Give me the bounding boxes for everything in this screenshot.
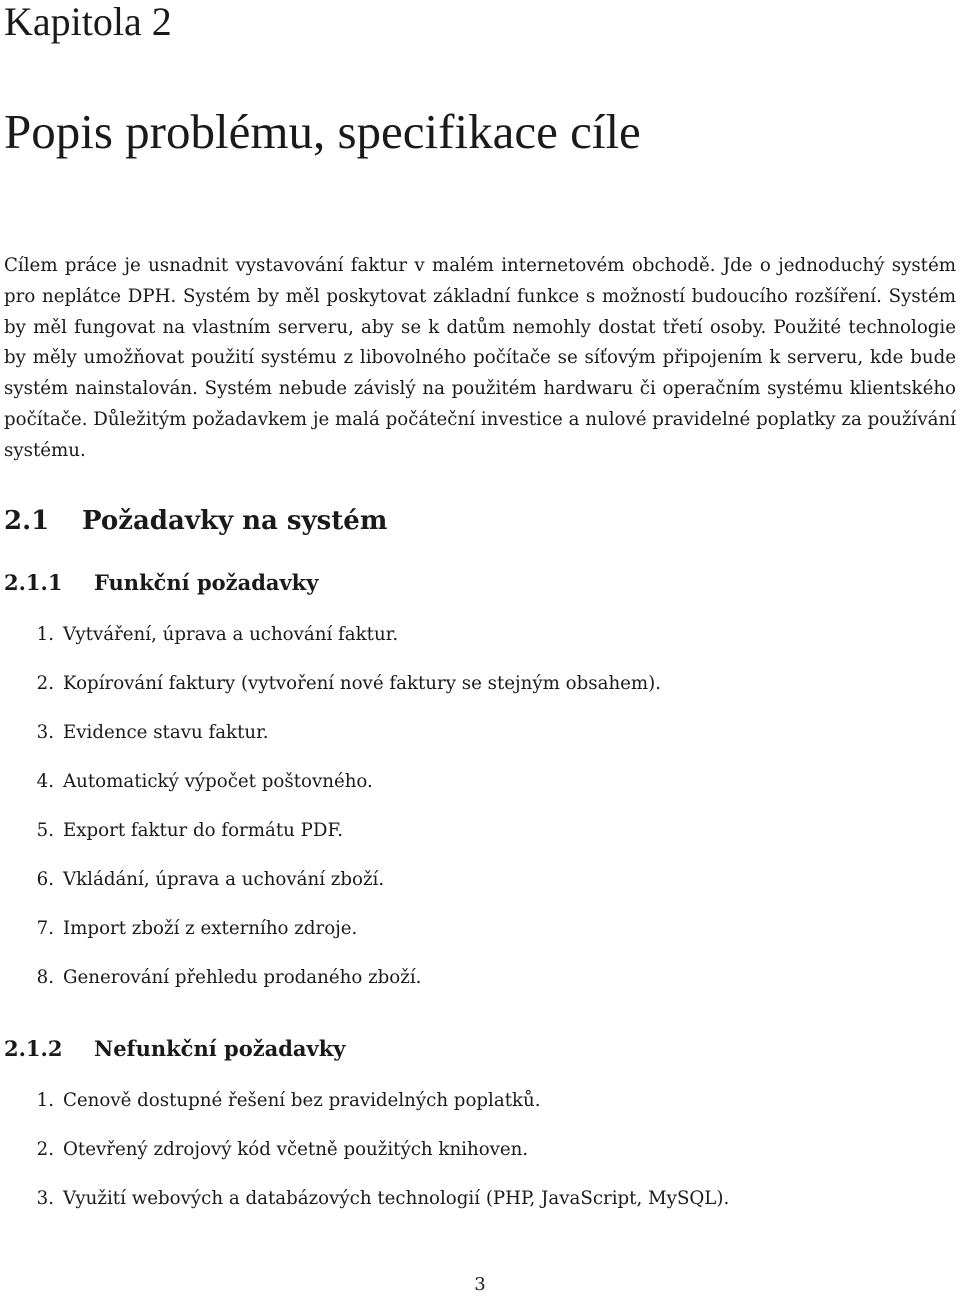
- list-item-text: Generování přehledu prodaného zboží.: [63, 967, 422, 988]
- list-item-number: 2.: [36, 1139, 54, 1160]
- list-item-number: 1.: [36, 1090, 54, 1111]
- list-item-number: 1.: [36, 624, 54, 645]
- list-item-text: Cenově dostupné řešení bez pravidelných poplatků.: [63, 1090, 541, 1111]
- list-item-text: Kopírování faktury (vytvoření nové faktury se stejným obsahem).: [63, 673, 662, 694]
- list-item-text: Vkládání, úprava a uchování zboží.: [63, 869, 385, 890]
- subsection-heading-functional: [4, 568, 318, 598]
- list-item-number: 3.: [36, 1188, 54, 1209]
- list-item-number: 2.: [36, 673, 54, 694]
- list-item-number: 8.: [36, 967, 54, 988]
- section-title: Požadavky na systém: [82, 506, 388, 536]
- intro-paragraph: Cílem práce je usnadnit vystavování faktur v malém internetovém obchodě. Jde o jednoduchý systém pro neplátce DPH. Systém by měl poskytovat základní funkce s možností budoucího rozšíření. Systém by měl fungovat na vlastním serveru, aby se k datům nemohly dostat třetí osoby. Použité technologie by měly umožňovat použití systému z libovolného počítače se síťovým připojením k serveru, kde bude systém nainstalován. Systém nebude závislý na použitém hardwaru či operačním systému klientského počítače. Důležitým požadavkem je malá počáteční investice a nulové pravidelné poplatky za používání systému.: [4, 255, 956, 461]
- list-item-number: 7.: [36, 918, 54, 939]
- list-item-text: Evidence stavu faktur.: [63, 722, 269, 743]
- chapter-title: Popis problému, specifikace cíle: [4, 104, 641, 159]
- list-item-text: Využití webových a databázových technologií (PHP, JavaScript, MySQL).: [63, 1188, 730, 1209]
- chapter-label: Kapitola 2: [4, 0, 172, 44]
- list-item-text: Export faktur do formátu PDF.: [63, 820, 344, 841]
- page-number: 3: [474, 1274, 486, 1295]
- list-item-number: 6.: [36, 869, 54, 890]
- section-heading: [4, 503, 387, 539]
- list-item-text: Vytváření, úprava a uchování faktur.: [63, 624, 399, 645]
- list-item-number: 5.: [36, 820, 54, 841]
- list-item-number: 3.: [36, 722, 54, 743]
- subsection-title: Funkční požadavky: [94, 570, 319, 595]
- list-item-text: Automatický výpočet poštovného.: [63, 771, 373, 792]
- subsection-number: 2.1.2: [4, 1036, 63, 1061]
- subsection-title: Nefunkční požadavky: [94, 1036, 346, 1061]
- list-item-number: 4.: [36, 771, 54, 792]
- list-item-text: Import zboží z externího zdroje.: [63, 918, 358, 939]
- list-item-text: Otevřený zdrojový kód včetně použitých knihoven.: [63, 1139, 529, 1160]
- section-number: 2.1: [4, 506, 50, 536]
- subsection-heading-nonfunctional: [4, 1034, 346, 1064]
- subsection-number: 2.1.1: [4, 570, 63, 595]
